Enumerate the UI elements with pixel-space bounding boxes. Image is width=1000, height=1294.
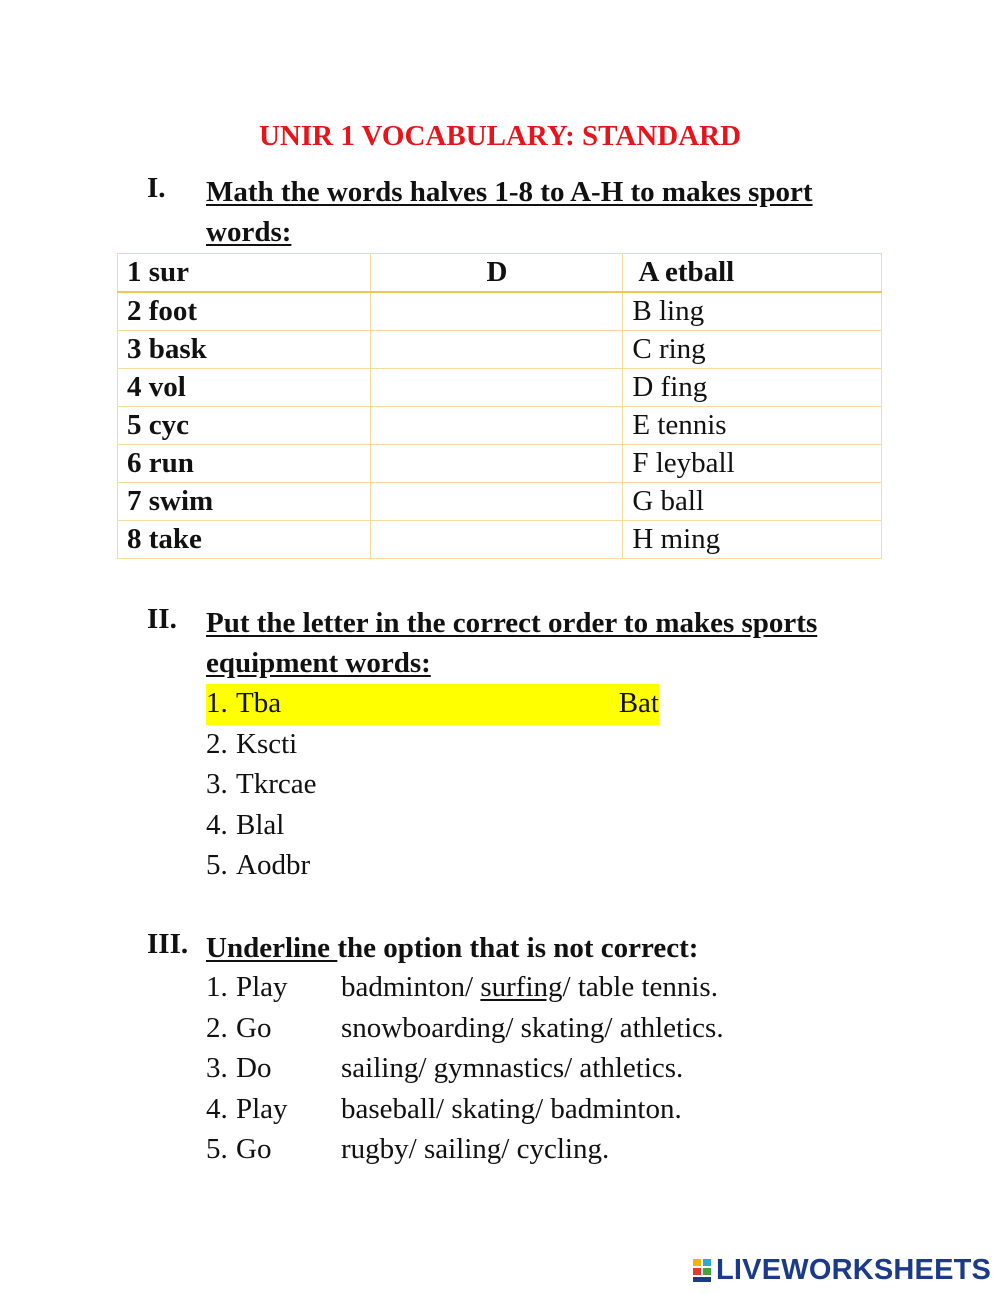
- underlined-option[interactable]: surfing: [480, 971, 563, 1003]
- item-number: 4.: [206, 1092, 228, 1125]
- matching-table: [117, 253, 882, 559]
- answer-cell[interactable]: [371, 445, 623, 483]
- options[interactable]: rugby/ sailing/ cycling.: [341, 1133, 610, 1165]
- word-half-right: F leyball: [623, 445, 882, 483]
- list-item: [206, 1009, 826, 1050]
- answer-cell[interactable]: D: [371, 254, 623, 293]
- options: [341, 968, 718, 1006]
- word-half-left: 1 sur: [118, 254, 371, 293]
- word-half-right: A etball: [623, 254, 882, 293]
- word-half-right: C ring: [623, 331, 882, 369]
- section-2-number: II.: [147, 603, 177, 635]
- item-number: 3.: [206, 768, 228, 800]
- word-half-left: 6 run: [118, 445, 371, 483]
- word-half-left: 5 cyc: [118, 407, 371, 445]
- word-half-right: G ball: [623, 483, 882, 521]
- options[interactable]: baseball/ skating/ badminton.: [341, 1092, 682, 1125]
- item-number: 3.: [206, 1052, 228, 1084]
- table-row: [118, 521, 882, 559]
- verb: Go: [236, 1011, 272, 1044]
- list-item: [206, 725, 659, 766]
- scrambled-word: Tba: [236, 687, 282, 719]
- page-title: UNIR 1 VOCABULARY: STANDARD: [258, 120, 742, 152]
- answer-cell[interactable]: [371, 369, 623, 407]
- item-number: 2.: [206, 727, 228, 760]
- answer-cell[interactable]: [371, 292, 623, 331]
- options[interactable]: snowboarding/ skating/ athletics.: [341, 1011, 724, 1044]
- answer-field[interactable]: Bat: [618, 687, 659, 719]
- item-number: 4.: [206, 808, 228, 841]
- liveworksheets-logo[interactable]: [692, 1255, 991, 1285]
- section-3-number: III.: [147, 928, 189, 960]
- answer-cell[interactable]: [371, 331, 623, 369]
- scrambled-word: Blal: [236, 808, 285, 841]
- list-item: [206, 1090, 826, 1131]
- word-half-left: 4 vol: [118, 369, 371, 407]
- table-row: [118, 483, 882, 521]
- scrambled-word: Aodbr: [236, 849, 311, 881]
- section-2-instruction: Put the letter in the correct order to makes sports equipment words:: [206, 607, 818, 679]
- options-list: [206, 968, 826, 1171]
- instruction-rest: the option that is not correct:: [337, 932, 699, 964]
- answer-cell[interactable]: [371, 483, 623, 521]
- table-row: [118, 369, 882, 407]
- word-half-right: B ling: [623, 292, 882, 331]
- verb: Go: [236, 1133, 272, 1165]
- table-row: [118, 445, 882, 483]
- item-number: 1.: [206, 971, 228, 1003]
- section-3-instruction: [206, 928, 826, 968]
- list-item: [206, 806, 659, 847]
- option-text[interactable]: badminton/: [341, 971, 481, 1003]
- liveworksheets-logo-icon: [692, 1257, 714, 1283]
- verb: Play: [236, 971, 288, 1003]
- answer-cell[interactable]: [371, 407, 623, 445]
- word-half-left: 8 take: [118, 521, 371, 559]
- options[interactable]: sailing/ gymnastics/ athletics.: [341, 1052, 684, 1084]
- word-half-left: 3 bask: [118, 331, 371, 369]
- word-half-right: E tennis: [623, 407, 882, 445]
- scrambled-word: Tkrcae: [236, 768, 317, 800]
- word-half-left: 7 swim: [118, 483, 371, 521]
- list-item: [206, 1130, 826, 1171]
- answer-cell[interactable]: [371, 521, 623, 559]
- underline-word: Underline: [206, 932, 338, 964]
- list-item: [206, 1049, 826, 1090]
- word-half-right: H ming: [623, 521, 882, 559]
- list-item: [206, 765, 659, 806]
- list-item: [206, 846, 659, 887]
- table-row: [118, 331, 882, 369]
- verb: Do: [236, 1052, 272, 1084]
- logo-text: LIVEWORKSHEETS: [716, 1253, 992, 1286]
- item-number: 1.: [206, 687, 228, 719]
- list-item: [206, 968, 826, 1009]
- word-half-right: D fing: [623, 369, 882, 407]
- list-item: [206, 684, 659, 725]
- unscramble-list: [206, 684, 659, 887]
- table-row: [118, 292, 882, 331]
- section-1-instruction: Math the words halves 1-8 to A-H to makes sport words:: [206, 176, 813, 248]
- verb: Play: [236, 1092, 288, 1125]
- section-1-number: I.: [147, 172, 166, 204]
- word-half-left: 2 foot: [118, 292, 371, 331]
- table-row: [118, 254, 882, 293]
- table-row: [118, 407, 882, 445]
- item-number: 5.: [206, 1133, 228, 1165]
- item-number: 2.: [206, 1011, 228, 1044]
- item-number: 5.: [206, 849, 228, 881]
- scrambled-word: Kscti: [236, 727, 298, 760]
- option-text[interactable]: / table tennis.: [562, 971, 718, 1003]
